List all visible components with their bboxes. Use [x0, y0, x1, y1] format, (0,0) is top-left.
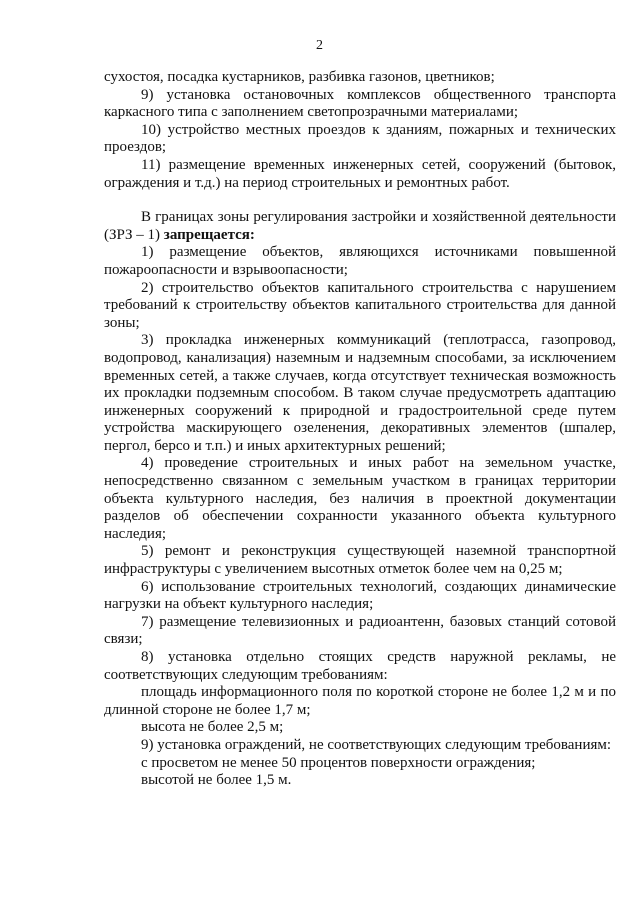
section-intro-text: В границах зоны регулирования застройки и хозяйственной деятельности (ЗРЗ – 1): [104, 209, 616, 243]
paragraph: 10) устройство местных проездов к зданиям, пожарных и технических проездов;: [104, 121, 616, 156]
page-number: 2: [316, 38, 323, 53]
paragraph: 3) прокладка инженерных коммуникаций (теплотрасса, газопровод, водопровод, канализация) наземным и надземным способами, за исключением временных сетей, а также случаев, когда отсутствует техническая возможность их прокладки подземным способом. В таком случае предусмотреть адаптацию инженерных сооружений к природной и градостроительной среде путем устройства маскирующего озеленения, декоративных элементов (шпалер, пергол, берсо и т.п.) и иных архитектурных решений;: [104, 332, 616, 454]
paragraph: 9) установка ограждений, не соответствующих следующим требованиям:: [141, 736, 612, 753]
paragraph: 11) размещение временных инженерных сетей, сооружений (бытовок, ограждения и т.д.) на период строительных и ремонтных работ.: [104, 156, 616, 191]
paragraph: 1) размещение объектов, являющихся источниками повышенной пожароопасности и взрывоопасности;: [104, 244, 616, 278]
paragraph: с просветом не менее 50 процентов поверхности ограждения;: [141, 754, 536, 771]
paragraph: сухостоя, посадка кустарников, разбивка газонов, цветников;: [104, 69, 495, 85]
paragraph: 4) проведение строительных и иных работ на земельном участке, непосредственно связанном с земельным участком в границах территории объекта культурного наследия, без наличия в проектной документации разделов об обеспечении сохранности указанного объекта культурного наследия;: [104, 455, 616, 542]
paragraph: высотой не более 1,5 м.: [141, 772, 292, 789]
paragraph: 8) установка отдельно стоящих средств наружной рекламы, не соответствующих следующим требованиям:: [104, 649, 616, 683]
document-body: [104, 69, 616, 790]
section-intro: [104, 209, 616, 244]
paragraph: 6) использование строительных технологий, создающих динамические нагрузки на объект культурного наследия;: [104, 578, 616, 613]
section-intro-keyword: запрещается:: [163, 226, 255, 243]
paragraph: высота не более 2,5 м;: [141, 719, 284, 736]
paragraph-gap: [104, 192, 616, 209]
paragraph: 9) установка остановочных комплексов общественного транспорта каркасного типа с заполнением светопрозрачными материалами;: [104, 86, 616, 121]
paragraph: площадь информационного поля по короткой стороне не более 1,2 м и по длинной стороне не более 1,7 м;: [104, 684, 616, 718]
paragraph: 7) размещение телевизионных и радиоантенн, базовых станций сотовой связи;: [104, 613, 616, 648]
paragraph: 2) строительство объектов капитального строительства с нарушением требований к строительству объектов капитального строительства для данной зоны;: [104, 279, 616, 331]
paragraph: 5) ремонт и реконструкция существующей наземной транспортной инфраструктуры с увеличением высотных отметок более чем на 0,25 м;: [104, 543, 616, 578]
